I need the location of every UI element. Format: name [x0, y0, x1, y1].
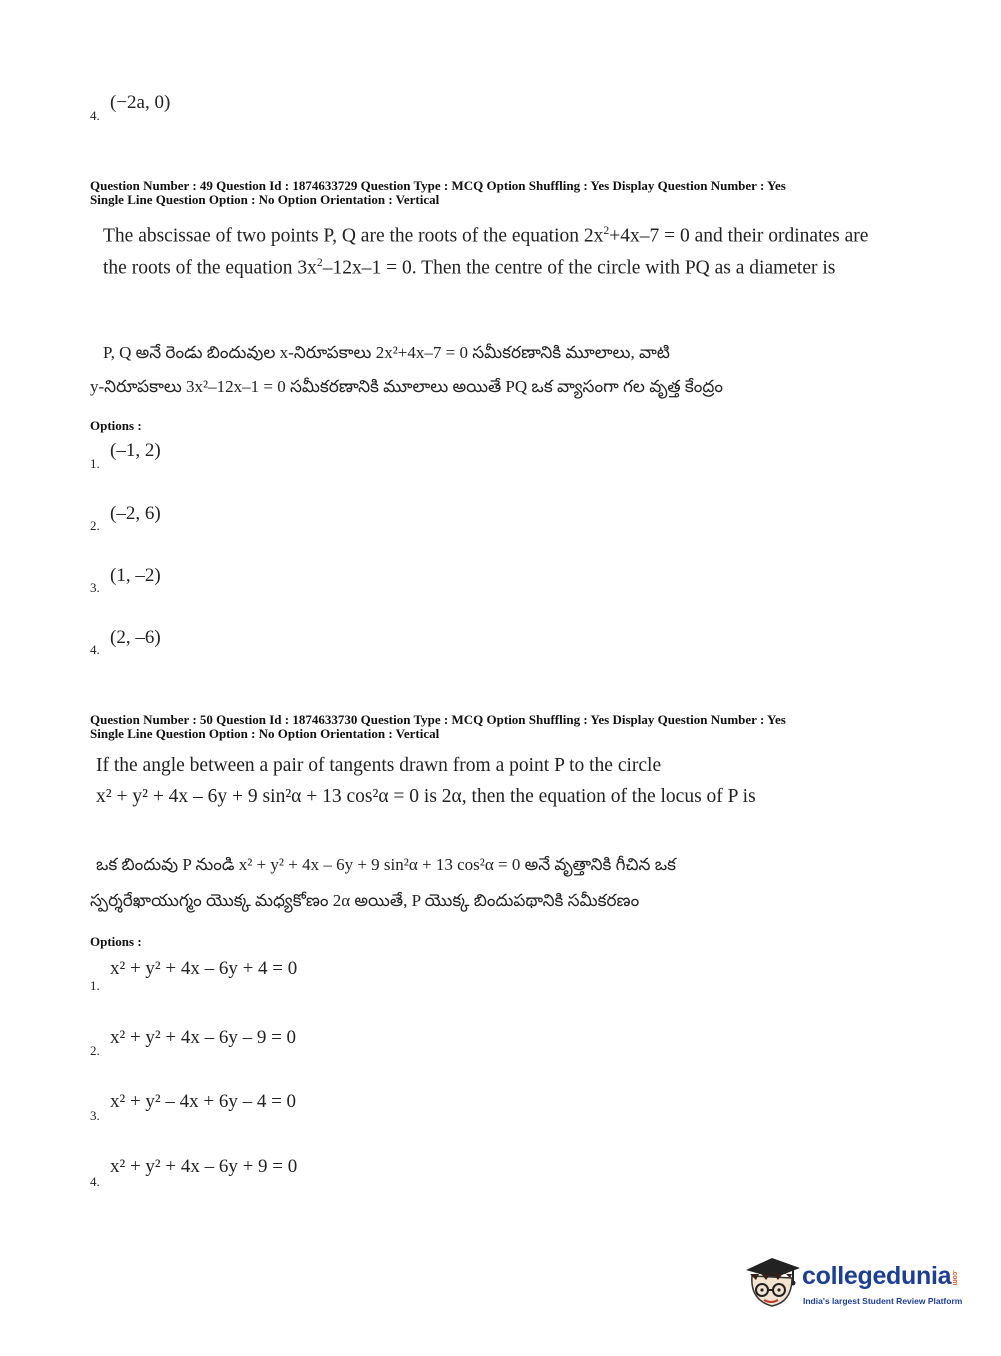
q50-option-3-value: x² + y² – 4x + 6y – 4 = 0	[110, 1091, 297, 1112]
q50-option-2-value: x² + y² + 4x – 6y – 9 = 0	[110, 1027, 297, 1048]
q49-option-1-number: 1.	[90, 456, 100, 471]
brand-name: collegedunia.com	[802, 1262, 959, 1290]
q50-english-line1: If the angle between a pair of tangents drawn from a point P to the circle	[96, 755, 662, 776]
q50-meta-line1: Question Number : 50 Question Id : 1874633730 Question Type : MCQ Option Shuffling : Yes Display Question Number : Yes	[90, 712, 786, 727]
q50-english-line2: x² + y² + 4x – 6y + 9 sin²α + 13 cos²α = 0 is 2α, then the equation of the locus of P is	[96, 786, 756, 807]
q49-option-4-value: (2, –6)	[110, 627, 161, 648]
q49-meta-line1: Question Number : 49 Question Id : 1874633729 Question Type : MCQ Option Shuffling : Yes Display Question Number : Yes	[90, 178, 786, 193]
prev-option-4-number: 4.	[90, 108, 100, 123]
q50-telugu-line2: స్పర్శరేఖాయుగ్మం యొక్క మధ్యకోణం 2α అయితే, P యొక్క బిందుపథానికి సమీకరణం	[90, 891, 640, 910]
brand-tagline: India's largest Student Review Platform	[803, 1296, 963, 1306]
q49-option-2-value: (–2, 6)	[110, 503, 161, 524]
q50-options-label: Options :	[90, 934, 142, 949]
q49-english-text: The abscissae of two points P, Q are the roots of the equation $2x^2+4x-7 = 0$ and their ordinates are the roots of the equation $3x^2-12x-1 = 0$. Then the centre of the circle with PQ as a diameter is	[103, 224, 869, 278]
q50-telugu-line1: ఒక బిందువు P నుండి x² + y² + 4x – 6y + 9 sin²α + 13 cos²α = 0 అనే వృత్తానికి గీచిన ఒక	[96, 855, 677, 874]
q50-meta-line2: Single Line Question Option : No Option Orientation : Vertical	[90, 726, 440, 741]
q50-option-4-number: 4.	[90, 1174, 100, 1189]
q50-option-2-number: 2.	[90, 1043, 100, 1058]
q49-meta-line2: Single Line Question Option : No Option Orientation : Vertical	[90, 192, 440, 207]
q49-option-2-number: 2.	[90, 518, 100, 533]
q49-option-3-value: (1, –2)	[110, 565, 161, 586]
q49-option-4-number: 4.	[90, 642, 100, 657]
brand-suffix: .com	[951, 1269, 959, 1285]
q49-options-label: Options :	[90, 418, 142, 433]
prev-option-4-value: (−2a, 0)	[110, 92, 171, 113]
q50-option-3-number: 3.	[90, 1108, 100, 1123]
q49-option-1-value: (–1, 2)	[110, 440, 161, 461]
q50-option-1-value: x² + y² + 4x – 6y + 4 = 0	[110, 958, 298, 979]
q50-option-4-value: x² + y² + 4x – 6y + 9 = 0	[110, 1156, 298, 1177]
q50-option-1-number: 1.	[90, 978, 100, 993]
q49-telugu-line2: y-నిరూపకాలు 3x²–12x–1 = 0 సమీకరణానికి మూలాలు అయితే PQ ఒక వ్యాసంగా గల వృత్త కేంద్రం	[90, 377, 723, 396]
mascot-icon	[742, 1250, 804, 1312]
q49-telugu-line1: P, Q అనే రెండు బిందువుల x-నిరూపకాలు 2x²+4x–7 = 0 సమీకరణానికి మూలాలు, వాటి	[103, 343, 670, 362]
collegedunia-logo[interactable]	[742, 1250, 972, 1312]
q49-option-3-number: 3.	[90, 580, 100, 595]
